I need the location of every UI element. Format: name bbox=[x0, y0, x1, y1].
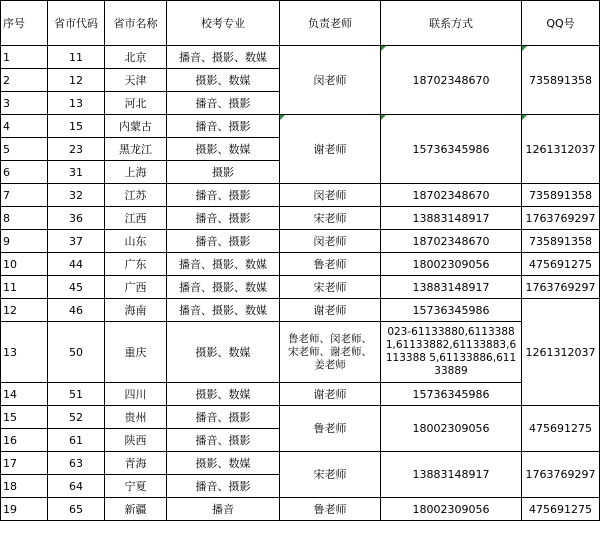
table-row bbox=[1, 299, 600, 322]
exam-major: 播音、摄影、数媒 bbox=[167, 46, 280, 69]
qq-cell: 1763769297 bbox=[522, 207, 600, 230]
province-name: 新疆 bbox=[105, 498, 167, 521]
contact-cell: 15736345986 bbox=[381, 299, 522, 322]
qq-cell: 475691275 bbox=[522, 498, 600, 521]
contact-cell: 15736345986 bbox=[381, 115, 522, 184]
exam-major: 摄影、数媒 bbox=[167, 322, 280, 383]
qq-cell: 1261312037 bbox=[522, 115, 600, 184]
exam-major: 摄影、数媒 bbox=[167, 452, 280, 475]
table-row bbox=[1, 230, 600, 253]
province-code: 11 bbox=[48, 46, 105, 69]
row-no: 9 bbox=[1, 230, 48, 253]
header-major: 校考专业 bbox=[167, 1, 280, 46]
teacher-cell: 谢老师 bbox=[280, 383, 381, 406]
contact-cell: 13883148917 bbox=[381, 276, 522, 299]
exam-major: 摄影、数媒 bbox=[167, 138, 280, 161]
row-no: 13 bbox=[1, 322, 48, 383]
row-no: 16 bbox=[1, 429, 48, 452]
province-name: 河北 bbox=[105, 92, 167, 115]
exam-major: 播音 bbox=[167, 498, 280, 521]
province-name: 北京 bbox=[105, 46, 167, 69]
province-code: 45 bbox=[48, 276, 105, 299]
province-code: 36 bbox=[48, 207, 105, 230]
exam-major: 播音、摄影 bbox=[167, 115, 280, 138]
row-no: 6 bbox=[1, 161, 48, 184]
exam-major: 播音、摄影、数媒 bbox=[167, 253, 280, 276]
province-name: 广东 bbox=[105, 253, 167, 276]
province-name: 江苏 bbox=[105, 184, 167, 207]
contact-cell: 18002309056 bbox=[381, 253, 522, 276]
table-row bbox=[1, 452, 600, 475]
province-code: 50 bbox=[48, 322, 105, 383]
teacher-cell: 鲁老师 bbox=[280, 253, 381, 276]
row-no: 8 bbox=[1, 207, 48, 230]
province-code: 31 bbox=[48, 161, 105, 184]
contact-cell: 18702348670 bbox=[381, 46, 522, 115]
province-code: 46 bbox=[48, 299, 105, 322]
table-row bbox=[1, 322, 600, 383]
row-no: 14 bbox=[1, 383, 48, 406]
header-code: 省市代码 bbox=[48, 1, 105, 46]
province-name: 海南 bbox=[105, 299, 167, 322]
province-code: 63 bbox=[48, 452, 105, 475]
contact-cell: 15736345986 bbox=[381, 383, 522, 406]
province-name: 天津 bbox=[105, 69, 167, 92]
exam-major: 播音、摄影 bbox=[167, 406, 280, 429]
table-row bbox=[1, 498, 600, 521]
header-province: 省市名称 bbox=[105, 1, 167, 46]
qq-cell: 1763769297 bbox=[522, 276, 600, 299]
row-no: 18 bbox=[1, 475, 48, 498]
province-name: 宁夏 bbox=[105, 475, 167, 498]
table-row bbox=[1, 207, 600, 230]
qq-cell: 475691275 bbox=[522, 253, 600, 276]
row-no: 5 bbox=[1, 138, 48, 161]
teacher-cell: 鲁老师 bbox=[280, 406, 381, 452]
province-name: 重庆 bbox=[105, 322, 167, 383]
exam-major: 播音、摄影 bbox=[167, 475, 280, 498]
exam-major: 摄影、数媒 bbox=[167, 69, 280, 92]
header-contact: 联系方式 bbox=[381, 1, 522, 46]
province-code: 15 bbox=[48, 115, 105, 138]
teacher-cell: 宋老师 bbox=[280, 452, 381, 498]
row-no: 17 bbox=[1, 452, 48, 475]
province-name: 内蒙古 bbox=[105, 115, 167, 138]
qq-cell: 475691275 bbox=[522, 406, 600, 452]
contact-cell: 023-61133880,61133881,61133882,61133883,6113388 5,61133886,61133889 bbox=[381, 322, 522, 383]
header-qq: QQ号 bbox=[522, 1, 600, 46]
row-no: 19 bbox=[1, 498, 48, 521]
contact-cell: 13883148917 bbox=[381, 207, 522, 230]
table-row bbox=[1, 383, 600, 406]
row-no: 11 bbox=[1, 276, 48, 299]
teacher-cell: 鲁老师、闵老师、宋老师、谢老师、姜老师 bbox=[280, 322, 381, 383]
province-code: 44 bbox=[48, 253, 105, 276]
row-no: 15 bbox=[1, 406, 48, 429]
teacher-cell: 谢老师 bbox=[280, 115, 381, 184]
exam-major: 播音、摄影 bbox=[167, 429, 280, 452]
teacher-cell: 宋老师 bbox=[280, 276, 381, 299]
qq-cell: 1261312037 bbox=[522, 299, 600, 406]
teacher-cell: 闵老师 bbox=[280, 230, 381, 253]
contact-cell: 18002309056 bbox=[381, 498, 522, 521]
teacher-cell: 鲁老师 bbox=[280, 498, 381, 521]
row-no: 3 bbox=[1, 92, 48, 115]
exam-major: 播音、摄影 bbox=[167, 184, 280, 207]
province-name: 贵州 bbox=[105, 406, 167, 429]
row-no: 12 bbox=[1, 299, 48, 322]
header-row bbox=[1, 1, 600, 46]
exam-major: 播音、摄影 bbox=[167, 92, 280, 115]
province-name: 青海 bbox=[105, 452, 167, 475]
contact-cell: 18002309056 bbox=[381, 406, 522, 452]
exam-major: 播音、摄影、数媒 bbox=[167, 276, 280, 299]
row-no: 10 bbox=[1, 253, 48, 276]
province-code: 65 bbox=[48, 498, 105, 521]
province-code: 37 bbox=[48, 230, 105, 253]
row-no: 7 bbox=[1, 184, 48, 207]
contact-cell: 18702348670 bbox=[381, 230, 522, 253]
province-name: 四川 bbox=[105, 383, 167, 406]
header-teacher: 负责老师 bbox=[280, 1, 381, 46]
row-no: 2 bbox=[1, 69, 48, 92]
table-row bbox=[1, 276, 600, 299]
exam-major: 播音、摄影 bbox=[167, 230, 280, 253]
row-no: 4 bbox=[1, 115, 48, 138]
province-name: 陕西 bbox=[105, 429, 167, 452]
province-code: 13 bbox=[48, 92, 105, 115]
teacher-cell: 闵老师 bbox=[280, 46, 381, 115]
table-row bbox=[1, 406, 600, 429]
qq-cell: 735891358 bbox=[522, 184, 600, 207]
province-code: 64 bbox=[48, 475, 105, 498]
province-code: 32 bbox=[48, 184, 105, 207]
exam-major: 播音、摄影、数媒 bbox=[167, 299, 280, 322]
table-row bbox=[1, 184, 600, 207]
teacher-cell: 闵老师 bbox=[280, 184, 381, 207]
province-name: 上海 bbox=[105, 161, 167, 184]
exam-major: 摄影、数媒 bbox=[167, 383, 280, 406]
province-code: 52 bbox=[48, 406, 105, 429]
teacher-cell: 谢老师 bbox=[280, 299, 381, 322]
row-no: 1 bbox=[1, 46, 48, 69]
header-no: 序号 bbox=[1, 1, 48, 46]
qq-cell: 735891358 bbox=[522, 46, 600, 115]
province-name: 广西 bbox=[105, 276, 167, 299]
qq-cell: 1763769297 bbox=[522, 452, 600, 498]
exam-major: 摄影 bbox=[167, 161, 280, 184]
exam-major: 播音、摄影 bbox=[167, 207, 280, 230]
contact-cell: 18702348670 bbox=[381, 184, 522, 207]
contact-cell: 13883148917 bbox=[381, 452, 522, 498]
table-row bbox=[1, 46, 600, 69]
province-name: 江西 bbox=[105, 207, 167, 230]
table-row bbox=[1, 115, 600, 138]
qq-cell: 735891358 bbox=[522, 230, 600, 253]
province-code: 61 bbox=[48, 429, 105, 452]
province-code: 12 bbox=[48, 69, 105, 92]
province-code: 23 bbox=[48, 138, 105, 161]
table-row bbox=[1, 253, 600, 276]
province-code: 51 bbox=[48, 383, 105, 406]
province-name: 山东 bbox=[105, 230, 167, 253]
teacher-cell: 宋老师 bbox=[280, 207, 381, 230]
province-name: 黑龙江 bbox=[105, 138, 167, 161]
